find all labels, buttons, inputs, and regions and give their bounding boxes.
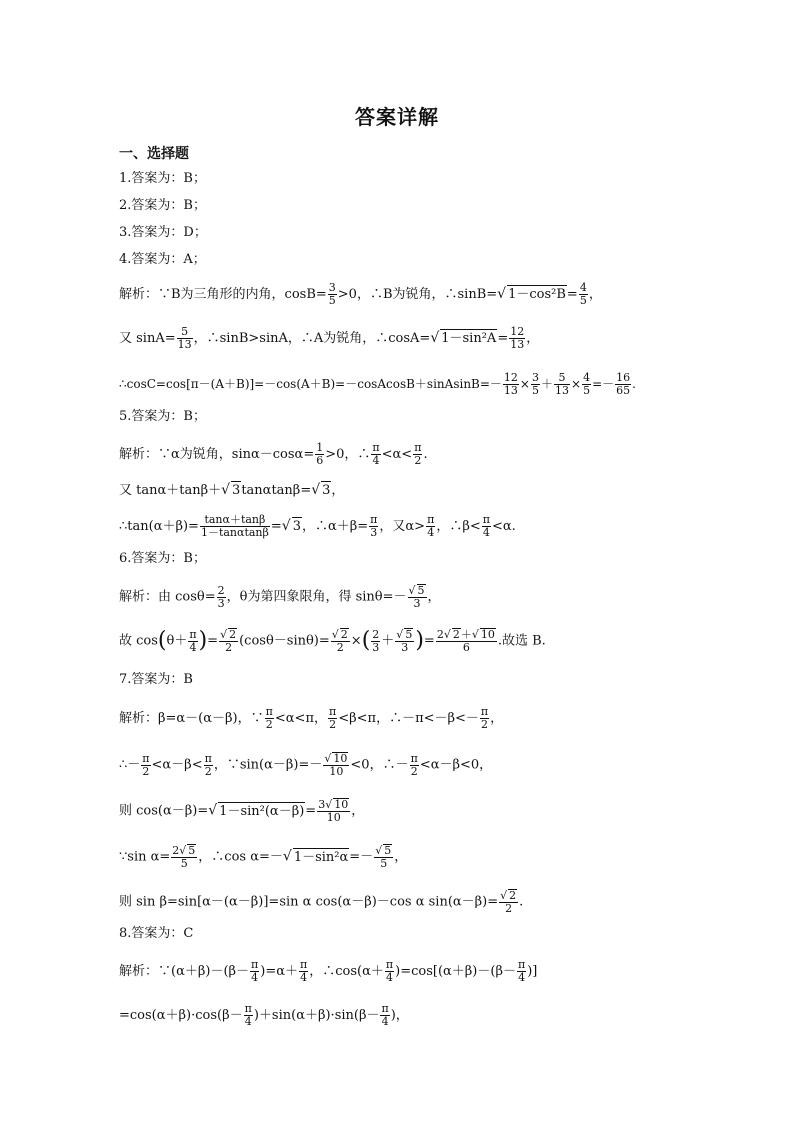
fraction: $\frac{\pi}{2}$ [414, 441, 422, 467]
sqrt-icon: √ [324, 752, 332, 765]
fraction: $\frac{√ 5}{3}$ [408, 584, 425, 610]
sqrt-icon: √ [325, 798, 333, 811]
fraction: $\frac{\pi}{4}$ [244, 1002, 252, 1028]
fraction: $\frac{12}{13}$ [510, 325, 525, 351]
fraction: $\frac{5}{13}$ [555, 371, 569, 397]
answer-6: 6.答案为：B； [119, 551, 206, 566]
q8-line-1: 解析：∵(α＋β)－(β－ $\frac{\pi}{4}$ )=α＋ $\frac{\pi}{4}$ ，∴cos(α＋ $\frac{\pi}{4}$ )=cos[(α＋β)－(β－ $\frac{\pi}{4}$ )] [119, 958, 538, 984]
q7-line-1: 解析：β=α－(α－β)，∵ $\frac{\pi}{2}$ <α<π， $\frac{\pi}{2}$ <β<π，∴－π<－β<－ $\frac{\pi}{2}$ ， [119, 705, 504, 731]
fraction: $\frac{\pi}{4}$ [385, 958, 394, 984]
q7-line-5: 则 sin β=sin[α－(α－β)]=sin α cos(α－β)－cos α sin(α－β)= $\frac{√ 2}{2}$ . [119, 889, 524, 915]
q6-line-1: 解析：由 cosθ= $\frac{2}{3}$ ，θ为第四象限角，得 sinθ=－ $\frac{√ 5}{3}$ ， [119, 583, 441, 610]
q7-line-2: ∴－ $\frac{\pi}{2}$ <α－β< $\frac{\pi}{2}$ ，∵sin(α－β)=－ $\frac{√ 10}{10}$ <0，∴－ $\frac{\pi}{2}$ <α－β<0， [119, 751, 493, 778]
fraction: $\frac{2√ 2+√ 10}{6}$ [436, 628, 495, 654]
fraction: $\frac{\pi}{3}$ [370, 513, 378, 539]
sqrt-icon: √ [220, 628, 228, 641]
fraction: $\frac{3}{5}$ [531, 371, 539, 397]
left-paren-icon: ( [157, 628, 167, 653]
right-paren-icon: ) [198, 628, 208, 653]
fraction: $\frac{\pi}{4}$ [427, 513, 435, 539]
sqrt-icon: √ [408, 584, 416, 597]
fraction: $\frac{\pi}{2}$ [265, 705, 273, 731]
answer-1: 1.答案为：B； [119, 171, 206, 186]
answer-3: 3.答案为：D； [119, 225, 207, 240]
fraction: $\frac{4}{5}$ [579, 281, 587, 307]
sqrt-icon: √ [471, 628, 479, 641]
answer-2: 2.答案为：B； [119, 198, 206, 213]
right-paren-icon: ) [415, 628, 424, 653]
q4-line-1: 解析：∵B为三角形的内角，cosB= $\frac{3}{5}$ >0，∴B为锐角，∴sinB=√ 1－cos²B= $\frac{4}{5}$ ， [119, 281, 602, 307]
fraction: $\frac{\pi}{4}$ [372, 441, 380, 467]
fraction: $\frac{\pi}{4}$ [189, 627, 197, 654]
fraction: $\frac{\pi}{4}$ [300, 958, 308, 984]
sqrt-icon: √ [500, 889, 508, 902]
q4-line-2: 又 sinA= $\frac{5}{13}$ ，∴sinB>sinA，∴A为锐角，∴cosA=√ 1－sin²A= $\frac{12}{13}$ ， [119, 325, 540, 351]
fraction: $\frac{1}{6}$ [316, 441, 324, 467]
answer-7: 7.答案为：B [119, 672, 193, 687]
fraction: $\frac{2}{3}$ [217, 583, 225, 610]
fraction: $\frac{16}{65}$ [616, 371, 631, 397]
fraction: $\frac{\tan\alpha+\tan\beta}{1-\tan\alpha\tan\beta}$ [200, 513, 269, 539]
fraction: $\frac{2}{3}$ [372, 627, 380, 654]
sqrt-icon: √ [208, 802, 218, 819]
fraction: $\frac{√ 5}{5}$ [375, 844, 392, 870]
q5-line-2: 又 tanα＋tanβ＋√ 3tanαtanβ=√ 3， [119, 482, 345, 498]
left-paren-icon: ( [361, 628, 371, 653]
fraction: $\frac{3√ 10}{10}$ [318, 798, 349, 824]
sqrt-icon: √ [221, 482, 231, 498]
q4-line-3: ∴cosC=cos[π－(A＋B)]=－cos(A＋B)=－cosAcosB＋sinAsinB=－ $\frac{12}{13}$ × $\frac{3}{5}$ ＋ $\frac{5}{13}$ × $\frac{4}{5}$ =－ $\frac{16}{65}$ . [119, 371, 636, 397]
fraction: $\frac{12}{13}$ [503, 371, 518, 397]
q5-line-1: 解析：∵α为锐角，sinα－cosα= $\frac{1}{6}$ >0，∴ $\frac{\pi}{4}$ <α< $\frac{\pi}{2}$ . [119, 441, 428, 467]
fraction: $\frac{\pi}{4}$ [517, 958, 526, 984]
sqrt-icon: √ [179, 844, 187, 857]
fraction: $\frac{\pi}{2}$ [204, 751, 212, 778]
sqrt-icon: √ [443, 628, 451, 641]
sqrt-icon: √ [396, 628, 404, 641]
page-title: 答案详解 [355, 105, 439, 129]
fraction: $\frac{√ 10}{10}$ [324, 752, 348, 778]
sqrt-icon: √ [497, 286, 507, 302]
sqrt-icon: √ [282, 848, 292, 865]
fraction: $\frac{\pi}{4}$ [482, 513, 490, 539]
answer-8: 8.答案为：C [119, 926, 194, 941]
sqrt-icon: √ [375, 844, 383, 857]
fraction: $\frac{\pi}{4}$ [381, 1002, 389, 1028]
q5-line-3: ∴tan(α＋β)= $\frac{\tan\alpha+\tan\beta}{1-\tan\alpha\tan\beta}$ =√ 3，∴α＋β= $\frac{\pi}{3}$ ，又α> $\frac{\pi}{4}$ ，∴β< $\frac{\pi}{4}$ <α. [119, 513, 516, 539]
q7-line-4: ∵sin α= $\frac{2√ 5}{5}$ ，∴cos α=－√ 1－sin²α=－ $\frac{√ 5}{5}$ ， [119, 844, 408, 870]
fraction: $\frac{√ 5}{3}$ [396, 628, 413, 654]
fraction: $\frac{√ 2}{2}$ [331, 628, 348, 654]
sqrt-icon: √ [430, 330, 440, 346]
fraction: $\frac{3}{5}$ [328, 281, 336, 307]
answer-4: 4.答案为：A； [119, 252, 206, 267]
fraction: $\frac{\pi}{2}$ [480, 705, 489, 731]
fraction: $\frac{√ 2}{2}$ [220, 628, 237, 654]
fraction: $\frac{√ 2}{2}$ [500, 889, 517, 915]
fraction: $\frac{5}{13}$ [177, 325, 192, 351]
sqrt-icon: √ [311, 482, 321, 498]
fraction: $\frac{4}{5}$ [583, 371, 591, 397]
q6-line-2: 故 cos(θ＋ $\frac{\pi}{4}$ )= $\frac{√ 2}{2}$ (cosθ－sinθ)= $\frac{√ 2}{2}$ ×( $\frac{2}{3}$ ＋ $\frac{√ 5}{3}$ )= $\frac{2√ 2+√ 10}{6}$ .故选 B. [119, 627, 546, 654]
q8-line-2: =cos(α＋β)·cos(β－ $\frac{\pi}{4}$ )＋sin(α＋β)·sin(β－ $\frac{\pi}{4}$ )， [119, 1002, 409, 1028]
fraction: $\frac{2√ 5}{5}$ [172, 844, 196, 870]
fraction: $\frac{\pi}{4}$ [251, 958, 259, 984]
section-heading: 一、选择题 [119, 146, 189, 162]
q7-line-3: 则 cos(α－β)=√ 1－sin²(α－β)= $\frac{3√ 10}{10}$ ， [119, 798, 365, 824]
fraction: $\frac{\pi}{2}$ [410, 751, 418, 778]
answer-5: 5.答案为：B； [119, 409, 206, 424]
fraction: $\frac{\pi}{2}$ [328, 705, 337, 731]
sqrt-icon: √ [331, 628, 339, 641]
fraction: $\frac{\pi}{2}$ [142, 751, 150, 778]
sqrt-icon: √ [281, 518, 291, 534]
